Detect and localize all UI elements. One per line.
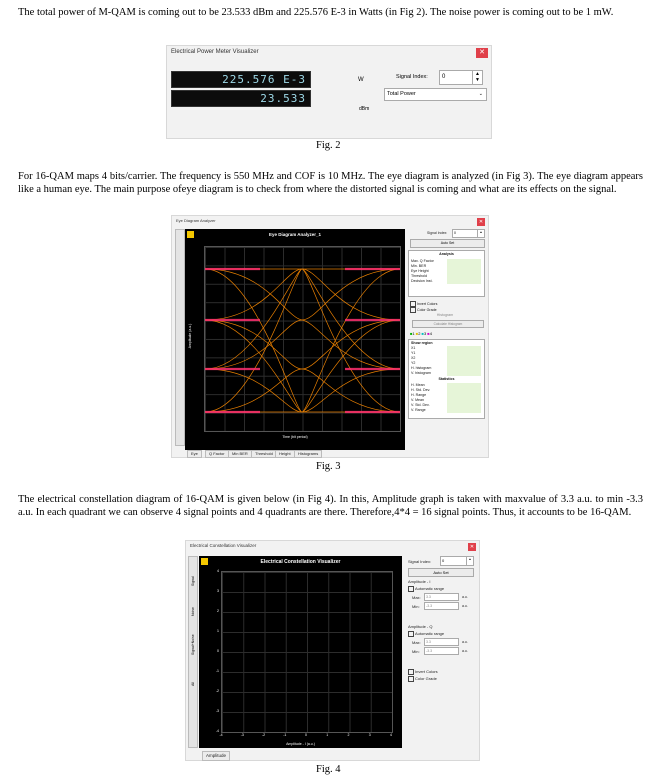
signal-index-stepper[interactable]: ▲ — [466, 556, 474, 566]
show-region-label: Show region — [411, 341, 433, 345]
region-row: Y2 — [411, 361, 416, 365]
paragraph-constellation: The electrical constellation diagram of 16-QAM is given below (in Fig 4). In this, Amplitude graph is taken with maxvalue of 3.3 a.u. to min -3.3 a.u. In each quadrant we can observe 4 signal points and 4 quadrants are there. Therefore,4*4 = 16 signal points. Thus, it accounts to be 16-QAM. — [18, 494, 643, 518]
constellation-plot-area — [221, 571, 393, 733]
statistics-header: Statistics — [438, 377, 455, 381]
side-tab-noise[interactable]: Noise — [191, 607, 195, 616]
amplitude-i-min-label: Min: — [412, 604, 420, 609]
amplitude-q-max-unit: a.u. — [462, 640, 468, 644]
analysis-row: Eye Height — [411, 269, 429, 273]
y-tick-label: 0 — [217, 649, 219, 653]
window-title: Electrical Power Meter Visualizer — [171, 49, 259, 55]
tab-height[interactable]: Height — [275, 450, 295, 458]
y-axis-label: Amplitude (a.u.) — [188, 323, 192, 349]
dbm-value: 23.533 — [260, 92, 306, 105]
x-tick-label: -4 — [219, 733, 223, 737]
region-values — [447, 346, 481, 376]
analysis-values — [447, 259, 481, 284]
y-tick-label: 2 — [217, 609, 219, 613]
side-tab-strip[interactable] — [175, 229, 185, 446]
stats-values — [447, 383, 481, 413]
signal-index-stepper[interactable]: ▲ — [477, 229, 485, 238]
x-tick-label: -3 — [240, 733, 244, 737]
close-button[interactable]: ✕ — [469, 544, 475, 550]
eye-plot-area — [204, 246, 401, 432]
auto-set-button[interactable]: Auto Set — [408, 568, 474, 577]
histogram-label: Histogram — [436, 313, 454, 317]
invert-colors-checkbox[interactable]: Invert Colors — [410, 301, 480, 306]
close-button[interactable]: ✕ — [476, 48, 488, 58]
amplitude-i-min-unit: a.u. — [462, 604, 468, 608]
side-tab-signal[interactable]: Signal — [191, 576, 195, 586]
tab-histograms[interactable]: Histograms — [294, 450, 322, 458]
window-title: Eye Diagram Analyzer — [176, 218, 216, 223]
x-tick-label: 3 — [368, 733, 371, 737]
signal-index-input[interactable]: 0 — [440, 556, 467, 566]
mode-select-value: Total Power — [387, 91, 416, 97]
x-axis-label: Time (bit period) — [282, 435, 308, 439]
side-tab-signal-noise[interactable]: Signal+Noise — [191, 634, 195, 655]
checkbox-icon — [408, 631, 414, 637]
signal-index-label: Signal Index: — [427, 231, 448, 235]
amplitude-i-max-label: Max: — [412, 595, 421, 600]
y-tick-label: 3 — [217, 589, 219, 593]
marker-color-legend: ■1 ■2 ■3 ■4 — [410, 331, 432, 336]
dbm-display — [171, 90, 311, 107]
checkbox-icon — [408, 669, 414, 675]
amplitude-i-max-unit: a.u. — [462, 595, 468, 599]
watts-display — [171, 71, 311, 88]
dbm-unit: dBm — [359, 106, 370, 112]
x-tick-label: -2 — [261, 733, 266, 737]
paragraph-eye-diagram: For 16-QAM maps 4 bits/carrier. The frequency is 550 MHz and COF is 10 MHz. The eye diagram is analyzed (in Fig 3). The eye diagram appears like a human eye. The main purpose ofeye diagram is to check from where the distorted signal is coming and what are its effects on the signal. — [18, 171, 643, 195]
amplitude-q-min-input[interactable]: -3.3 — [424, 647, 459, 655]
stats-row: H. Mean — [411, 383, 425, 387]
stats-row: H. Range — [411, 393, 427, 397]
region-row: X1 — [411, 346, 416, 350]
tab-min-ber[interactable]: Min BER — [228, 450, 252, 458]
signal-index-label: Signal Index: — [396, 74, 428, 80]
paragraph-total-power: The total power of M-QAM is coming out to be 23.533 dBm and 225.576 E-3 in Watts (in Fig 2). The noise power is coming out to be 1 mW. — [18, 7, 614, 18]
analysis-row: Min. BER — [411, 264, 427, 268]
graph-title: Eye Diagram Analyzer_1 — [268, 232, 322, 237]
analysis-row: Decision Inst. — [411, 279, 433, 283]
close-button[interactable]: ✕ — [478, 219, 484, 225]
analysis-header: Analysis — [439, 252, 454, 256]
region-row: V. histogram — [411, 371, 431, 375]
auto-set-button[interactable]: Auto Set — [410, 239, 485, 248]
side-tab-all[interactable]: All — [191, 682, 195, 686]
region-row: H. histogram — [411, 366, 432, 370]
amplitude-q-min-unit: a.u. — [462, 649, 468, 653]
y-tick-label: -2 — [215, 689, 219, 693]
eye-diagram-window — [171, 215, 489, 458]
side-tab-strip — [188, 556, 198, 748]
caption-fig2: Fig. 2 — [316, 140, 341, 151]
checkbox-icon — [408, 676, 414, 682]
caption-fig3: Fig. 3 — [316, 461, 341, 472]
graph-title: Electrical Constellation Visualizer — [260, 559, 341, 565]
color-grade-checkbox[interactable]: Color Grade — [410, 307, 480, 312]
x-tick-label: 4 — [390, 733, 392, 737]
stats-row: V. Mean — [411, 398, 425, 402]
amplitude-q-auto-checkbox[interactable]: Automatic range — [408, 631, 444, 637]
amplitude-q-max-label: Max: — [412, 640, 421, 645]
color-grade-checkbox[interactable]: Color Grade — [408, 676, 437, 682]
amplitude-q-min-label: Min: — [412, 649, 420, 654]
signal-index-stepper[interactable]: ▲ ▼ — [472, 70, 483, 85]
calculate-histogram-button[interactable]: Calculate Histogram — [412, 320, 484, 328]
x-tick-labels — [221, 733, 391, 739]
stats-row: V. Std. Dev. — [411, 403, 430, 407]
window-title: Electrical Constellation Visualizer — [190, 543, 257, 548]
checkbox-icon — [408, 586, 414, 592]
amplitude-i-auto-checkbox[interactable]: Automatic range — [408, 586, 444, 592]
caption-fig4: Fig. 4 — [316, 764, 341, 775]
analysis-box — [408, 250, 485, 297]
eye-traces — [205, 247, 400, 431]
x-tick-label: -1 — [283, 733, 287, 737]
y-tick-label: 1 — [217, 629, 219, 633]
amplitude-q-label: Amplitude - Q — [408, 624, 433, 629]
region-row: Y1 — [411, 351, 416, 355]
chevron-down-icon: ⌄ — [478, 91, 483, 97]
invert-colors-checkbox[interactable]: Invert Colors — [408, 669, 438, 675]
amplitude-i-min-input[interactable]: -3.3 — [424, 602, 459, 610]
x-tick-label: 2 — [347, 733, 350, 737]
tab-q-factor[interactable]: Q Factor — [205, 450, 229, 458]
signal-index-input[interactable]: 0 — [439, 70, 473, 85]
tab-amplitude[interactable]: Amplitude — [202, 751, 230, 761]
stats-row: V. Range — [411, 408, 426, 412]
signal-index-input[interactable]: 0 — [452, 229, 478, 238]
signal-index-label: Signal Index: — [408, 559, 432, 564]
x-tick-label: 1 — [326, 733, 329, 737]
analysis-row: Max. Q Factor — [411, 259, 434, 263]
y-tick-label: -1 — [215, 669, 219, 673]
region-row: X2 — [411, 356, 416, 360]
constellation-graph-panel — [199, 556, 402, 748]
amplitude-q-max-input[interactable]: 3.3 — [424, 638, 459, 646]
y-tick-labels — [207, 571, 219, 731]
y-tick-label: 4 — [217, 569, 219, 573]
amplitude-i-max-input[interactable]: 3.3 — [424, 593, 459, 601]
power-meter-window — [166, 45, 492, 139]
y-tick-label: -3 — [215, 709, 219, 713]
tab-eye[interactable]: Eye — [187, 450, 202, 458]
amplitude-i-label: Amplitude - I — [408, 579, 431, 584]
tab-threshold[interactable]: Threshold — [251, 450, 277, 458]
stats-row: H. Std. Dev. — [411, 388, 431, 392]
region-box — [408, 339, 485, 419]
x-tick-label: 0 — [305, 733, 307, 737]
y-tick-label: -4 — [215, 729, 219, 733]
constellation-window — [185, 540, 480, 761]
watts-unit: W — [358, 77, 364, 83]
mode-select[interactable] — [384, 88, 487, 101]
eye-graph-panel — [185, 229, 405, 450]
watts-value: 225.576 E-3 — [222, 73, 306, 86]
x-axis-label: Amplitude - I (a.u.) — [286, 742, 315, 746]
analysis-row: Threshold — [411, 274, 427, 278]
